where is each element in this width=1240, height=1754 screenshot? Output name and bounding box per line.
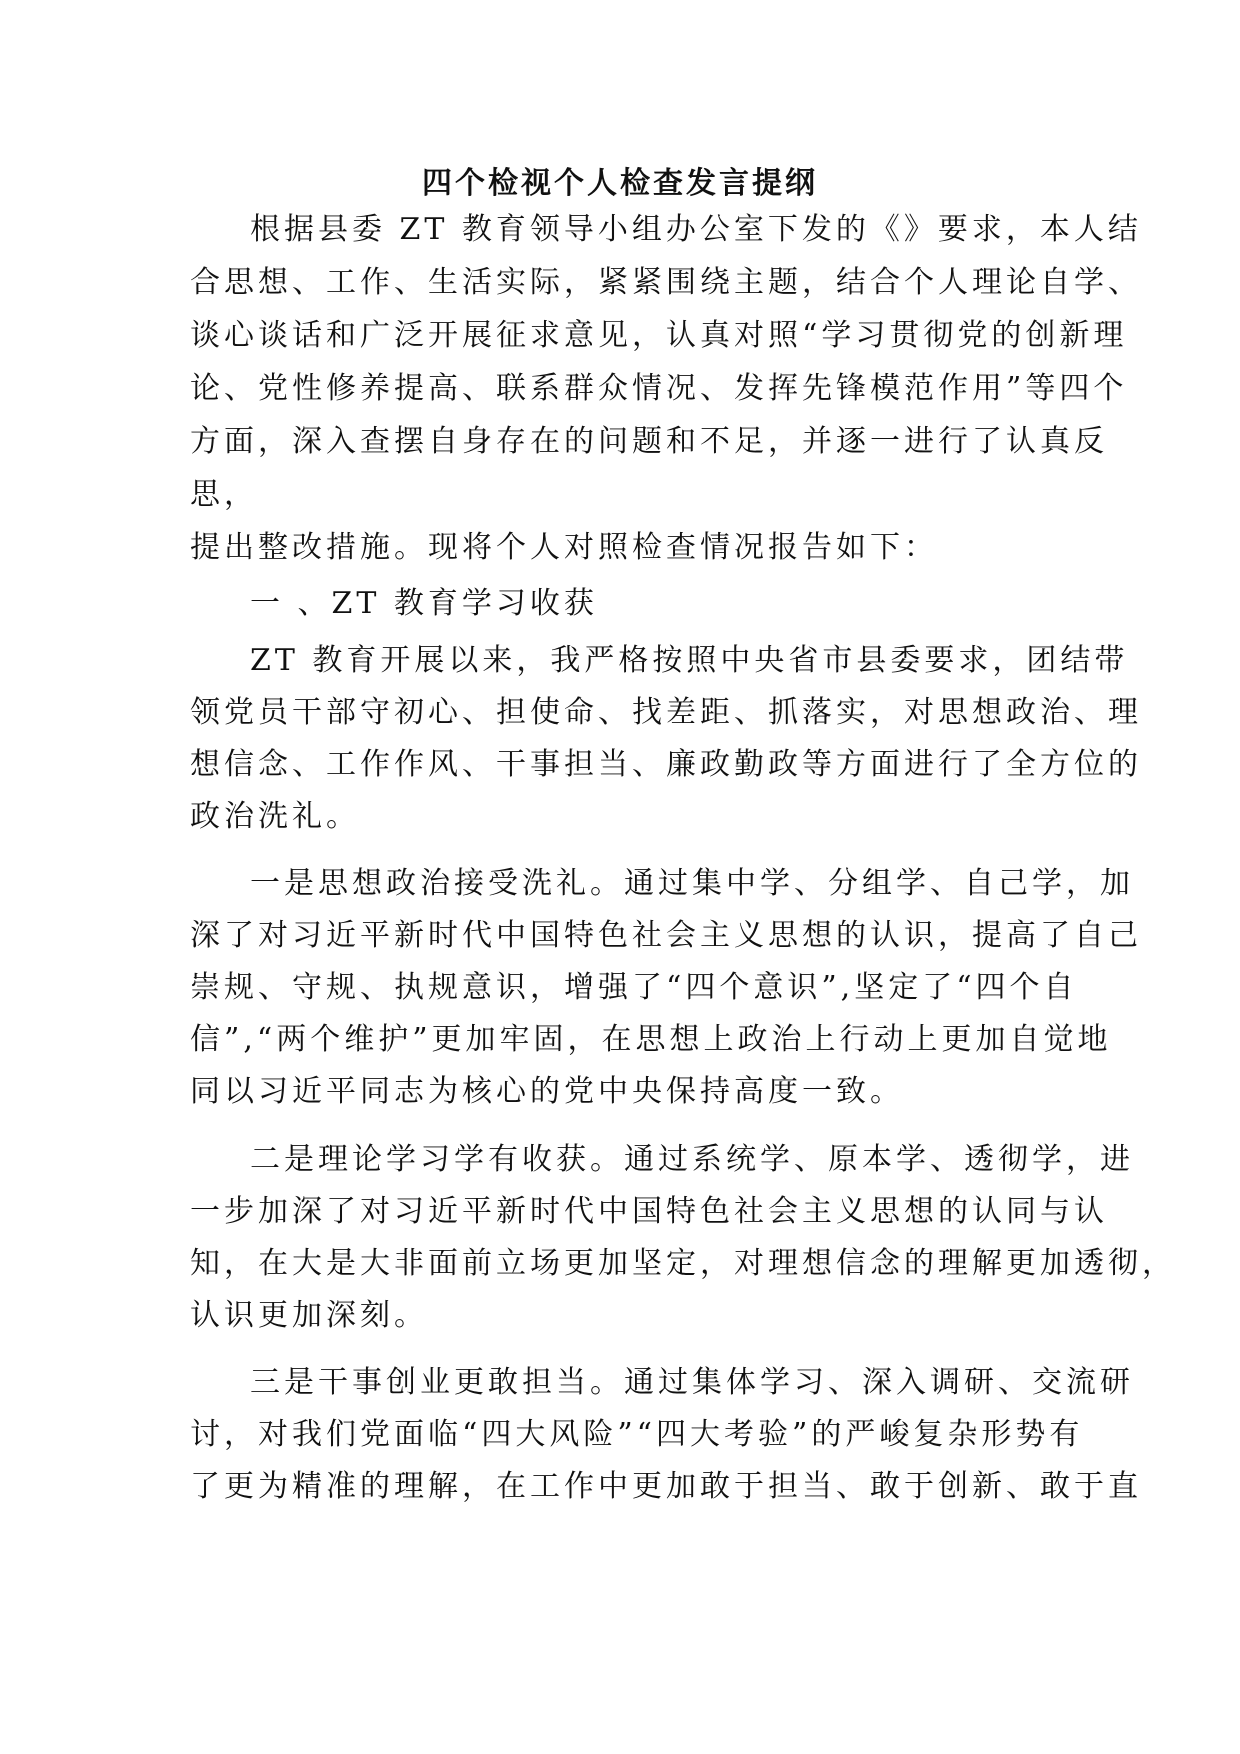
text-line: 谈心谈话和广泛开展征求意见，认真对照“学习贯彻党的创新理 [190, 318, 1128, 353]
text-line: 知，在大是大非面前立场更加坚定，对理想信念的理解更加透彻， [190, 1246, 1176, 1281]
text-line: 合思想、工作、生活实际，紧紧围绕主题，结合个人理论自学、 [190, 265, 1142, 300]
text-line: 政治洗礼。 [190, 799, 360, 834]
text-line: 方面，深入查摆自身存在的问题和不足，并逐一进行了认真反 [190, 424, 1108, 459]
text-line: 领党员干部守初心、担使命、找差距、抓落实，对思想政治、理 [190, 695, 1142, 730]
text-line: 论、党性修养提高、联系群众情况、发挥先锋模范作用”等四个 [190, 371, 1128, 406]
text-line: 信”,“两个维护”更加牢固，在思想上政治上行动上更加自觉地 [190, 1022, 1112, 1057]
text-line: 讨，对我们党面临“四大风险”“四大考验”的严峻复杂形势有 [190, 1417, 1084, 1452]
text-line: 深了对习近平新时代中国特色社会主义思想的认识，提高了自己 [190, 918, 1142, 953]
text-line: 认识更加深刻。 [190, 1298, 428, 1333]
text-line: 一是思想政治接受洗礼。通过集中学、分组学、自己学，加 [250, 866, 1134, 901]
text-line: 同以习近平同志为核心的党中央保持高度一致。 [190, 1074, 904, 1109]
text-line: 崇规、守规、执规意识，增强了“四个意识”,坚定了“四个自 [190, 970, 1078, 1005]
text-line: 了更为精准的理解，在工作中更加敢于担当、敢于创新、敢于直 [190, 1469, 1142, 1504]
text-line: 根据县委 ZT 教育领导小组办公室下发的《》要求，本人结 [250, 212, 1142, 247]
text-line: 想信念、工作作风、干事担当、廉政勤政等方面进行了全方位的 [190, 747, 1142, 782]
section-heading: 一 、ZT 教育学习收获 [250, 586, 598, 621]
text-line: 提出整改措施。现将个人对照检查情况报告如下： [190, 530, 938, 565]
text-line: 思， [190, 477, 258, 512]
document-title: 四个检视个人检查发言提纲 [422, 166, 818, 201]
text-line: 一步加深了对习近平新时代中国特色社会主义思想的认同与认 [190, 1194, 1108, 1229]
text-line: ZT 教育开展以来，我严格按照中央省市县委要求，团结带 [250, 643, 1129, 678]
text-line: 二是理论学习学有收获。通过系统学、原本学、透彻学，进 [250, 1142, 1134, 1177]
text-line: 三是干事创业更敢担当。通过集体学习、深入调研、交流研 [250, 1365, 1134, 1400]
